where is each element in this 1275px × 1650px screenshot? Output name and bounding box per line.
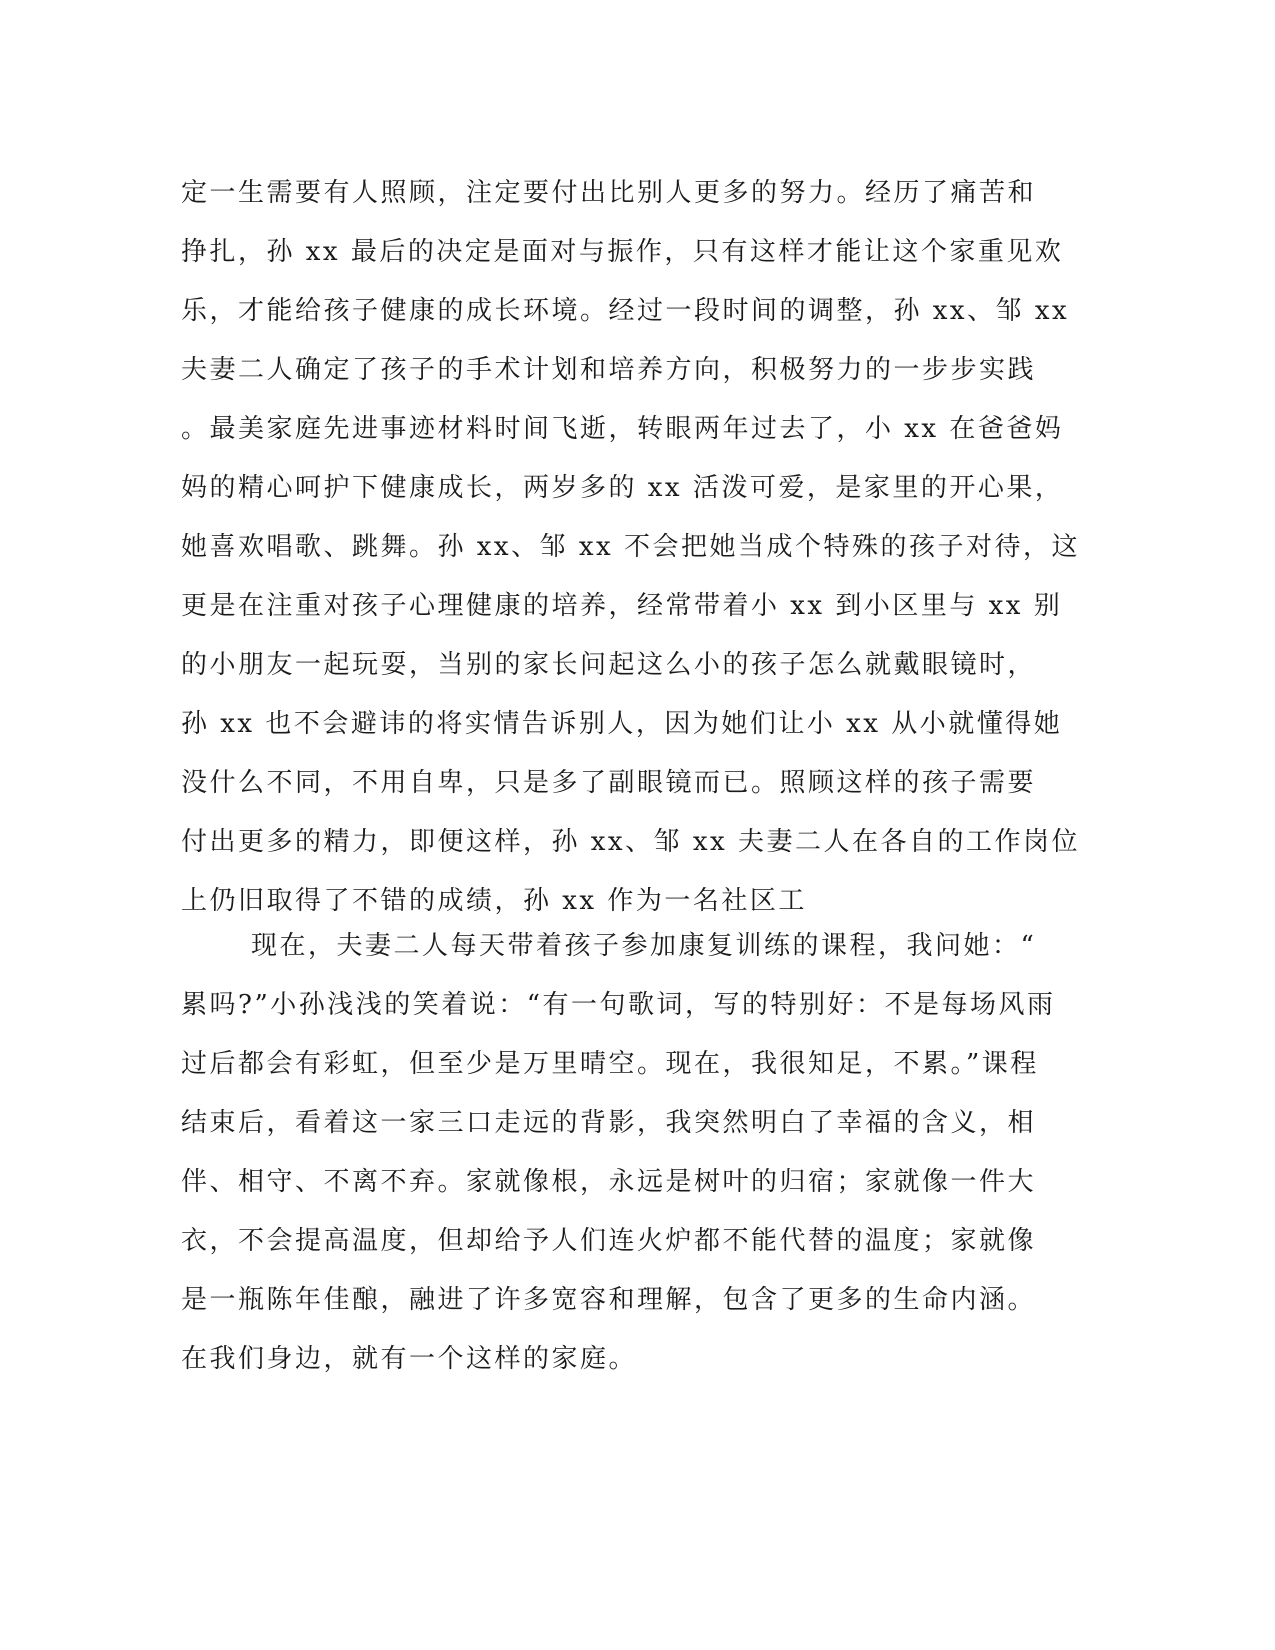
paragraph-line: 上仍旧取得了不错的成绩，孙 xx 作为一名社区工 xyxy=(181,886,807,916)
paragraph-line: 妈的精心呵护下健康成长，两岁多的 xx 活泼可爱，是家里的开心果， xyxy=(181,473,1064,503)
paragraph-line: 结束后，看着这一家三口走远的背影，我突然明白了幸福的含义，相 xyxy=(181,1108,1037,1138)
paragraph-line: 孙 xx 也不会避讳的将实情告诉别人，因为她们让小 xx 从小就懂得她 xyxy=(181,709,1063,739)
paragraph-line: 在我们身边，就有一个这样的家庭。 xyxy=(181,1344,638,1374)
paragraph-line: 衣，不会提高温度，但却给予人们连火炉都不能代替的温度；家就像 xyxy=(181,1226,1037,1256)
paragraph-line: 过后都会有彩虹，但至少是万里晴空。现在，我很知足，不累。”课程 xyxy=(181,1049,1039,1079)
paragraph-2 xyxy=(181,917,1056,1389)
paragraph-line: 的小朋友一起玩耍，当别的家长问起这么小的孩子怎么就戴眼镜时， xyxy=(181,650,1037,680)
paragraph-1 xyxy=(181,164,1080,931)
paragraph-line: 没什么不同，不用自卑，只是多了副眼镜而已。照顾这样的孩子需要 xyxy=(181,768,1037,798)
paragraph-line: 挣扎，孙 xx 最后的决定是面对与振作，只有这样才能让这个家重见欢 xyxy=(181,237,1064,267)
paragraph-line: 乐，才能给孩子健康的成长环境。经过一段时间的调整，孙 xx、邹 xx xyxy=(181,296,1070,326)
paragraph-line: 是一瓶陈年佳酿，融进了许多宽容和理解，包含了更多的生命内涵。 xyxy=(181,1285,1037,1315)
paragraph-line: 更是在注重对孩子心理健康的培养，经常带着小 xx 到小区里与 xx 别 xyxy=(181,591,1063,621)
paragraph-line: 定一生需要有人照顾，注定要付出比别人更多的努力。经历了痛苦和 xyxy=(181,178,1037,208)
paragraph-line: 她喜欢唱歌、跳舞。孙 xx、邹 xx 不会把她当成个特殊的孩子对待，这 xyxy=(181,532,1080,562)
paragraph-line: 付出更多的精力，即便这样，孙 xx、邹 xx 夫妻二人在各自的工作岗位 xyxy=(181,827,1080,857)
paragraph-line: 伴、相守、不离不弃。家就像根，永远是树叶的归宿；家就像一件大 xyxy=(181,1167,1037,1197)
paragraph-line: 现在，夫妻二人每天带着孩子参加康复训练的课程，我问她：“ xyxy=(251,931,1037,961)
paragraph-line: 。最美家庭先进事迹材料时间飞逝，转眼两年过去了，小 xx 在爸爸妈 xyxy=(181,414,1064,444)
paragraph-line: 累吗?”小孙浅浅的笑着说：“有一句歌词，写的特别好：不是每场风雨 xyxy=(181,990,1056,1020)
paragraph-line: 夫妻二人确定了孩子的手术计划和培养方向，积极努力的一步步实践 xyxy=(181,355,1037,385)
